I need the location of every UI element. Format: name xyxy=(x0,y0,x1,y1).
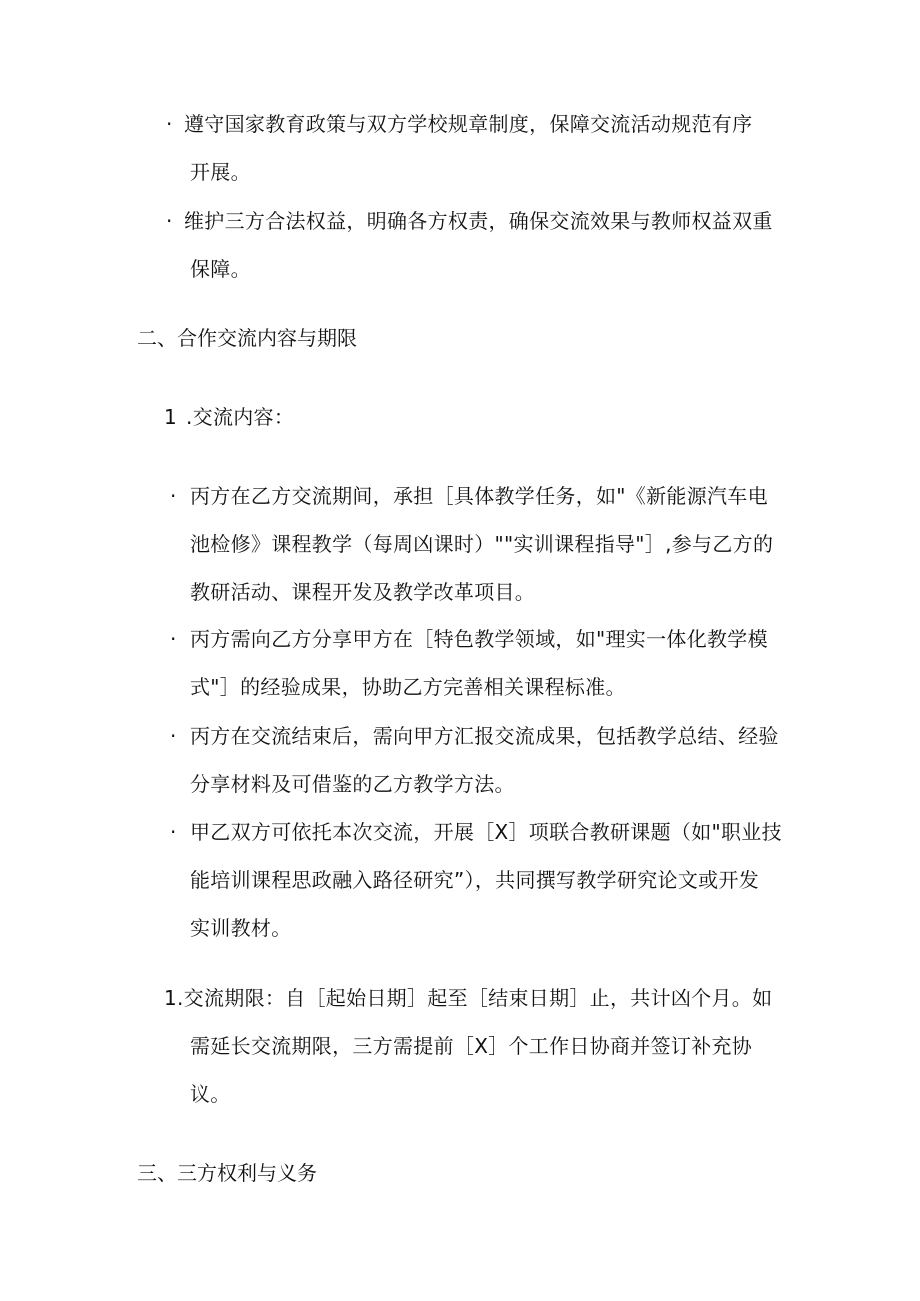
bullet-text-line: 分享材料及可借鉴的乙方教学方法。 xyxy=(190,772,515,796)
section-heading: 二、合作交流内容与期限 xyxy=(137,326,357,350)
bullet-text-line: 维护三方合法权益，明确各方权责，确保交流效果与教师权益双重 xyxy=(184,209,773,233)
bullet-text-line: 保障。 xyxy=(190,257,251,281)
bullet-text-line: 实训教材。 xyxy=(190,916,292,940)
bullet-text-line: 丙方在乙方交流期间，承担［具体教学任务，如"《新能源汽车电 xyxy=(190,484,768,508)
bullet-text-line: 能培训课程思政融入路径研究”），共同撰写教学研究论文或开发 xyxy=(190,868,760,892)
bullet-text-line: 开展。 xyxy=(190,160,251,184)
bullet-text-line: 甲乙双方可依托本次交流，开展［X］项联合教研课题（如"职业技 xyxy=(190,820,782,844)
bullet-marker: · xyxy=(170,484,177,508)
bullet-text-line: 丙方在交流结束后，需向甲方汇报交流成果，包括教学总结、经验 xyxy=(190,724,779,748)
bullet-text-line: 教研活动、课程开发及教学改革项目。 xyxy=(190,580,536,604)
item-text-line: 议。 xyxy=(190,1082,231,1106)
bullet-text-line: 池检修》课程教学（每周凶课时）""实训课程指导"］,参与乙方的 xyxy=(190,532,774,556)
bullet-marker: · xyxy=(166,112,173,136)
item-label: .交流内容： xyxy=(186,405,295,429)
item-text-line: 需延长交流期限，三方需提前［X］个工作日协商并签订补充协 xyxy=(190,1034,753,1058)
bullet-text-line: 丙方需向乙方分享甲方在［特色教学领域，如"理实一体化教学模 xyxy=(190,627,768,651)
bullet-marker: · xyxy=(166,209,173,233)
bullet-text-line: 遵守国家教育政策与双方学校规章制度，保障交流活动规范有序 xyxy=(184,112,753,136)
bullet-marker: · xyxy=(170,820,177,844)
section-heading: 三、三方权利与义务 xyxy=(137,1161,317,1185)
item-number: 1 xyxy=(164,405,178,429)
bullet-marker: · xyxy=(170,724,177,748)
bullet-text-line: 式"］的经验成果，协助乙方完善相关课程标准。 xyxy=(190,675,626,699)
item-text-line: 1.交流期限：自［起始日期］起至［结束日期］止，共计凶个月。如 xyxy=(164,986,773,1010)
bullet-marker: · xyxy=(170,627,177,651)
